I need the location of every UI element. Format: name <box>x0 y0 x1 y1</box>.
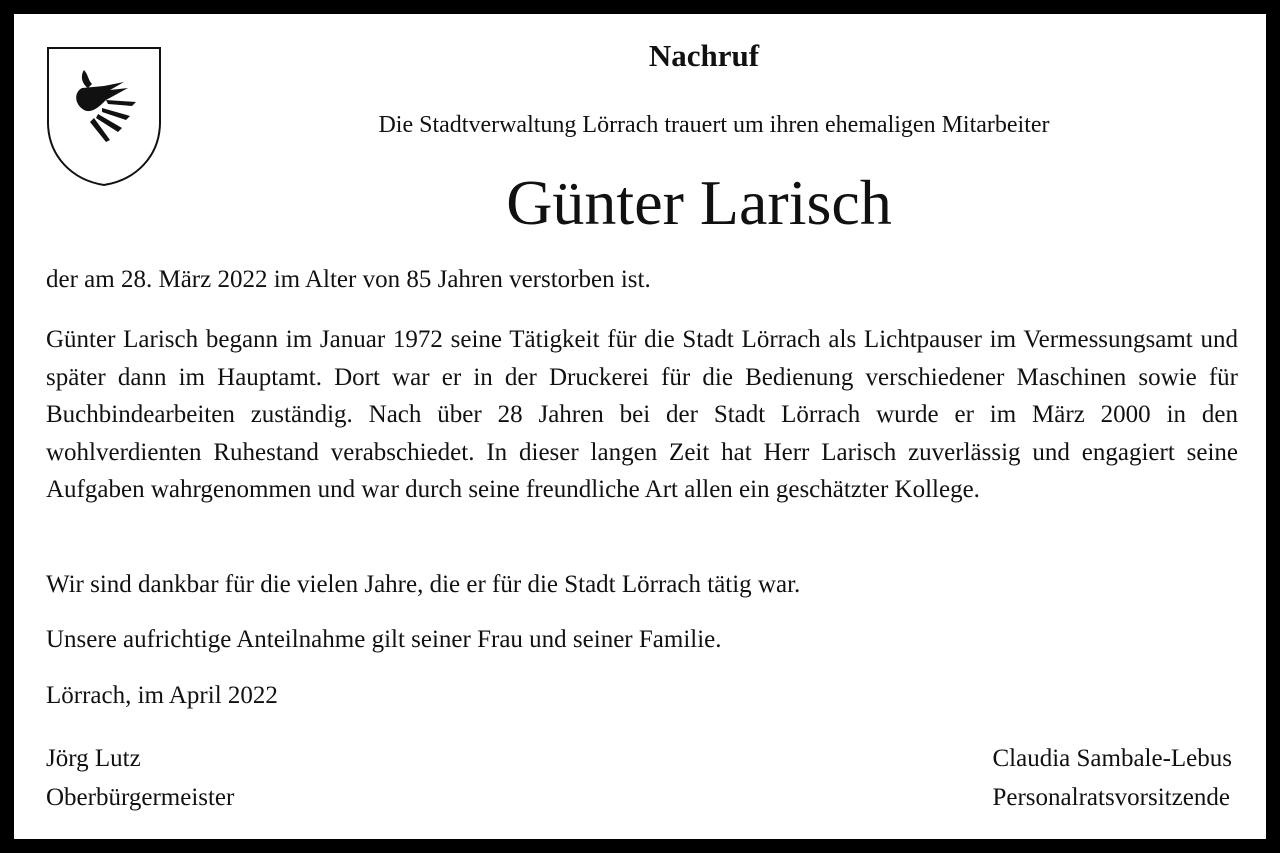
signatory-left <box>46 740 234 818</box>
gratitude-statement: Wir sind dankbar für die vielen Jahre, die er für die Stadt Lörrach tätig war. <box>46 571 801 598</box>
death-statement: der am 28. März 2022 im Alter von 85 Jahren verstorben ist. <box>46 266 651 293</box>
place-date: Lörrach, im April 2022 <box>46 682 278 709</box>
career-paragraph: Günter Larisch begann im Januar 1972 seine Tätigkeit für die Stadt Lörrach als Lichtpauser im Vermessungsamt und später dann im Hauptamt. Dort war er in der Druckerei für die Bedienung verschiedener Maschinen sowie für Buchbindearbeiten zuständig. Nach über 28 Jahren bei der Stadt Lörrach wurde er im März 2000 in den wohlverdienten Ruhestand verabschiedet. In dieser langen Zeit hat Herr Larisch zuverlässig und engagiert seine Aufgaben wahrgenommen und war durch seine freundliche Art allen ein geschätzter Kollege. <box>46 326 1238 503</box>
notice-intro: Die Stadtverwaltung Lörrach trauert um ihren ehemaligen Mitarbeiter <box>378 112 1050 138</box>
deceased-name: Günter Larisch <box>506 167 892 238</box>
condolence-statement: Unsere aufrichtige Anteilnahme gilt seiner Frau und seiner Familie. <box>46 626 722 653</box>
notice-heading: Nachruf <box>648 38 760 73</box>
signatory-name: Claudia Sambale-Lebus <box>992 745 1232 772</box>
bird-crest-icon <box>44 44 164 189</box>
signatory-role: Oberbürgermeister <box>46 783 235 811</box>
obituary-notice <box>14 14 1266 839</box>
signatory-name: Jörg Lutz <box>46 745 141 772</box>
signatory-right <box>992 740 1232 818</box>
signatory-role: Personalratsvorsitzende <box>992 783 1230 811</box>
